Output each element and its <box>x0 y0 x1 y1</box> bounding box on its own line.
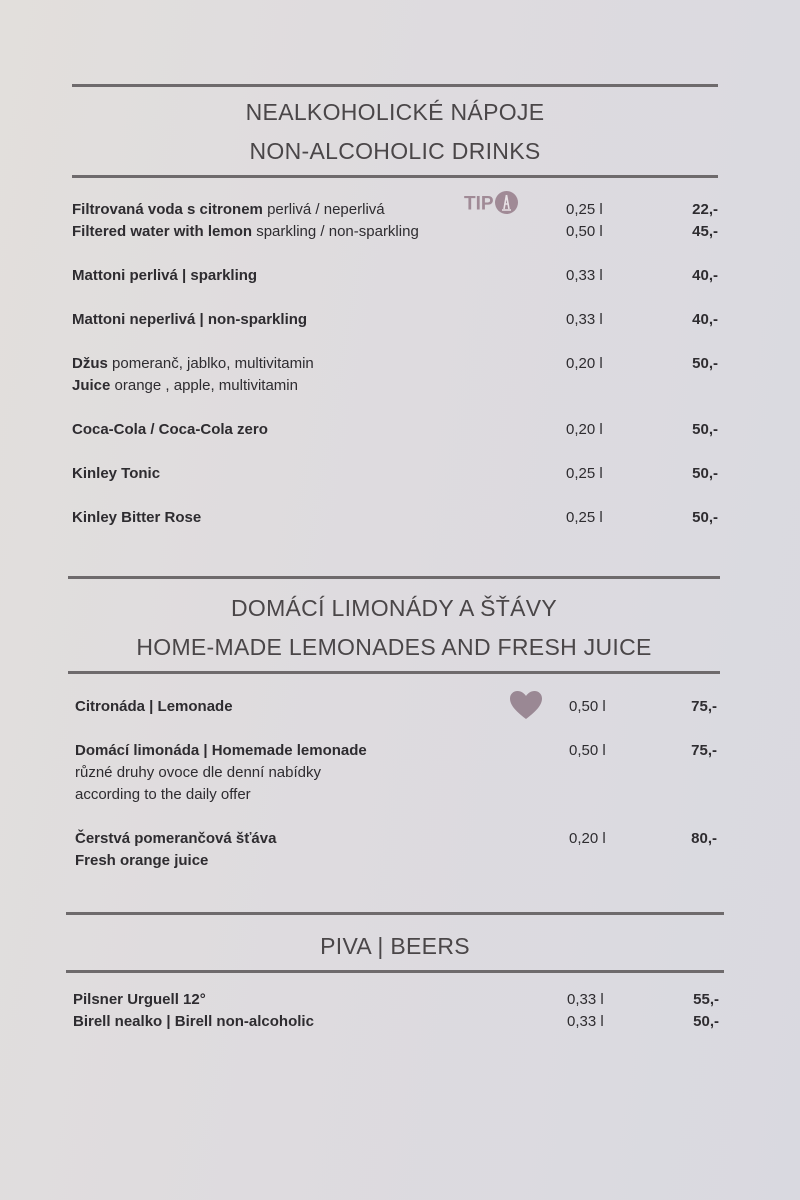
item-price: 55,- <box>693 991 719 1008</box>
item-name: Filtrovaná voda s citronem <box>72 201 268 218</box>
item-price: 40,- <box>692 267 718 284</box>
item-description: perlivá / neperlivá <box>267 201 385 218</box>
item-description: orange , apple, multivitamin <box>114 377 298 394</box>
item-name: Birell nealko | Birell non-alcoholic <box>73 1013 314 1030</box>
eiffel-tower-icon <box>495 191 518 214</box>
menu-item <box>75 828 717 872</box>
section-non-alcoholic <box>72 84 718 551</box>
item-volume: 0,25 l <box>566 201 603 218</box>
item-name: Mattoni neperlivá | non-sparkling <box>72 311 308 328</box>
tip-label: TIP <box>464 193 494 215</box>
item-volume: 0,33 l <box>566 267 603 284</box>
section-title: NEALKOHOLICKÉ NÁPOJE <box>245 99 545 125</box>
item-price: 50,- <box>692 465 718 482</box>
divider <box>68 671 720 674</box>
item-volume: 0,33 l <box>567 991 604 1008</box>
menu-item <box>72 353 718 397</box>
menu-item <box>75 740 717 806</box>
item-name: Domácí limonáda | Homemade lemonade <box>75 742 367 759</box>
tip-badge <box>464 193 518 216</box>
item-volume: 0,50 l <box>569 698 606 715</box>
item-volume: 0,25 l <box>566 509 603 526</box>
item-volume: 0,33 l <box>566 311 603 328</box>
item-volume: 0,33 l <box>567 1013 604 1030</box>
item-description: různé druhy ovoce dle denní nabídky <box>75 764 321 781</box>
section-title: DOMÁCÍ LIMONÁDY A ŠŤÁVY <box>230 595 557 621</box>
item-price: 50,- <box>692 355 718 372</box>
item-name: Džus <box>72 355 113 372</box>
divider <box>66 970 724 973</box>
item-name: Fresh orange juice <box>75 852 209 869</box>
item-price: 75,- <box>691 742 717 759</box>
item-description: according to the daily offer <box>75 786 251 803</box>
item-volume: 0,20 l <box>566 355 603 372</box>
item-description: pomeranč, jablko, multivitamin <box>112 355 314 372</box>
item-name-line <box>72 375 718 397</box>
item-volume: 0,20 l <box>566 421 603 438</box>
item-volume: 0,50 l <box>566 223 603 240</box>
item-name-line <box>75 762 717 784</box>
item-volume: 0,25 l <box>566 465 603 482</box>
item-price: 50,- <box>693 1013 719 1030</box>
item-price: 45,- <box>692 223 718 240</box>
item-name: Filtered water with lemon <box>72 223 257 240</box>
menu-item <box>72 507 718 529</box>
heart-icon <box>509 690 543 727</box>
menu-item <box>72 463 718 485</box>
section-beers <box>66 912 724 1055</box>
item-volume: 0,20 l <box>569 830 606 847</box>
section-lemonades <box>68 576 720 894</box>
item-name: Mattoni perlivá | sparkling <box>72 267 258 284</box>
item-volume: 0,50 l <box>569 742 606 759</box>
item-name: Kinley Bitter Rose <box>72 509 202 526</box>
item-name-line <box>75 850 717 872</box>
item-price: 50,- <box>692 509 718 526</box>
section-title: PIVA | BEERS <box>320 933 470 959</box>
item-name: Kinley Tonic <box>72 465 161 482</box>
section-title: NON-ALCOHOLIC DRINKS <box>249 138 541 164</box>
item-description: sparkling / non-sparkling <box>256 223 419 240</box>
item-name-line <box>75 784 717 806</box>
item-price: 80,- <box>691 830 717 847</box>
item-name: Juice <box>72 377 115 394</box>
menu-item <box>72 193 718 243</box>
menu-item <box>72 419 718 441</box>
divider <box>72 175 718 178</box>
item-price: 50,- <box>692 421 718 438</box>
item-price: 40,- <box>692 311 718 328</box>
item-name: Pilsner Urguell 12° <box>73 991 206 1008</box>
menu-item <box>72 309 718 331</box>
item-price: 22,- <box>692 201 718 218</box>
menu-item <box>72 265 718 287</box>
item-name: Citronáda | Lemonade <box>75 698 233 715</box>
menu-item <box>75 696 717 718</box>
item-name: Coca-Cola / Coca-Cola zero <box>72 421 268 438</box>
item-price: 75,- <box>691 698 717 715</box>
menu-item <box>73 989 719 1033</box>
item-name: Čerstvá pomerančová šťáva <box>75 830 277 847</box>
section-title: HOME-MADE LEMONADES AND FRESH JUICE <box>136 634 652 660</box>
